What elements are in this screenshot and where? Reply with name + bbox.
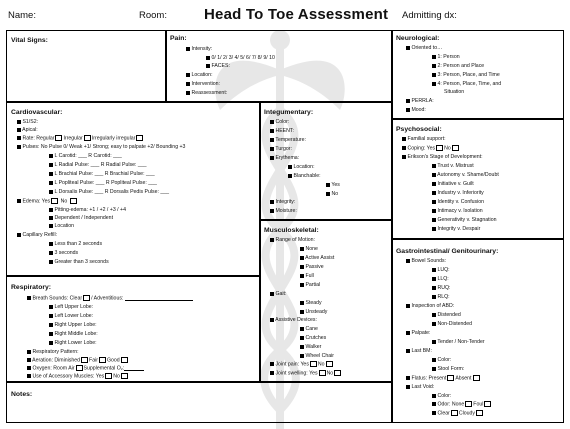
bullet-icon (300, 336, 304, 340)
cap-lt2: Less than 2 seconds (54, 241, 103, 247)
bullet-icon (49, 172, 53, 176)
erikson-stage: Generativity v. Stagnation (437, 217, 497, 223)
edema-location: Location (54, 223, 75, 229)
bullet-icon (49, 224, 53, 228)
bullet-icon (432, 209, 436, 213)
oxy-line[interactable] (124, 370, 144, 371)
rate-regular-checkbox[interactable] (55, 135, 62, 141)
bullet-icon (432, 182, 436, 186)
erikson-stage: Integrity v. Despair (437, 226, 481, 232)
oxy-ra-checkbox[interactable] (76, 365, 83, 371)
bullet-icon (186, 73, 190, 77)
bullet-icon (402, 155, 406, 159)
lobe: Left Lower Lobe: (54, 313, 94, 319)
bullet-icon (27, 350, 31, 354)
urine-clear: Clear (437, 410, 450, 417)
distended: Distended (437, 312, 461, 318)
bullet-icon (49, 251, 53, 255)
joint-pain-yes-checkbox[interactable] (310, 361, 317, 367)
acc-no-checkbox[interactable] (121, 373, 128, 379)
integ-moisture: Moisture: (275, 208, 297, 214)
bullet-icon (432, 286, 436, 290)
joint-swelling-no-checkbox[interactable] (334, 370, 341, 376)
joint-pain-no: No (317, 361, 325, 368)
musc-assist: Assistive Devices: (275, 317, 317, 323)
bullet-icon (270, 129, 274, 133)
erikson-stage: Autonomy v. Shame/Doubt (437, 172, 499, 178)
joint-pain-no-checkbox[interactable] (326, 361, 333, 367)
rom-item: Passive (305, 264, 324, 270)
bullet-icon (432, 295, 436, 299)
bullet-icon (432, 313, 436, 317)
acc-yes-checkbox[interactable] (105, 373, 112, 379)
pain-faces: FACES: (211, 63, 230, 69)
aeration: Aeration: Diminished (32, 357, 81, 364)
assist-item: Crutches (305, 335, 327, 341)
neuro-o4-cont: Situation (444, 89, 465, 95)
pain-reassessment: Reassessment: (191, 90, 228, 96)
bullet-icon (432, 73, 436, 77)
integ-heent: HEENT: (275, 128, 294, 134)
bullet-icon (432, 64, 436, 68)
header (0, 0, 570, 28)
quadrant: RLQ: (437, 294, 450, 300)
bullet-icon (49, 341, 53, 345)
last-bm: Last BM: (411, 348, 432, 354)
integ-color: Color: (275, 119, 290, 125)
bullet-icon (406, 108, 410, 112)
bullet-icon (406, 259, 410, 263)
edema-yes-checkbox[interactable] (51, 198, 58, 204)
bullet-icon (402, 146, 406, 150)
bullet-icon (406, 376, 410, 380)
breath-clear-checkbox[interactable] (83, 295, 90, 301)
erikson-stage: Initiative v. Guilt (437, 181, 474, 187)
dependent: Dependent / Independent (54, 215, 114, 221)
neuro-perrla: PERRLA: (411, 98, 434, 104)
lobe: Left Upper Lobe: (54, 304, 94, 310)
bullet-icon (402, 137, 406, 141)
bullet-icon (49, 208, 53, 212)
bullet-icon (17, 120, 21, 124)
bullet-icon (27, 366, 31, 370)
neuro-section (391, 30, 564, 120)
acc-no: No (113, 373, 120, 380)
joint-swelling-yes-checkbox[interactable] (319, 370, 326, 376)
pulse-radial: L Radial Pulse: ___ R Radial Pulse: ___ (54, 162, 147, 168)
bullet-icon (300, 283, 304, 287)
bullet-icon (326, 183, 330, 187)
urine-cloudy-checkbox[interactable] (476, 410, 483, 416)
musc-gait: Gait: (275, 291, 287, 297)
tender: Tender / Non-Tender (437, 339, 485, 345)
bullet-icon (300, 310, 304, 314)
non-distended: Non-Distended (437, 321, 473, 327)
erikson-stage: Identity v. Confusion (437, 199, 485, 205)
integ-yes: Yes (331, 182, 340, 188)
oxy-supp: Supplemental O₂: (83, 365, 125, 372)
erikson: Erikson's Stage of Development: (407, 154, 483, 160)
bullet-icon (17, 199, 21, 203)
cardio-section: Cardiovascular: S1/S2: Apical: Rate: Regular Irregular Irregularly irregular Pulses: No Pulse 0/ Weak +1/ Strong; easy to palpate +2/ Bounding +3 L Carotid: ___ R Carotid: ___ L Radial Pulse: ___ R Radial Pulse: ___ L Brachial Pulse: ___ R Brachial Pulse: ___ L Popliteal Pulse: ___ R Popliteal Pulse: ___ L Dorsalis Pulse: ___ R Dorsalis Pedis Pulse: ___ Edema: Yes No Pitting-edema: +1 / +2 / +3 / +4 Dependent / Independent Location Capillary Refill: Less than 2 seconds 3 seconds Greater than 3 seconds (6, 101, 261, 277)
page-title: Head To Toe Assessment (204, 6, 389, 23)
bullet-icon (406, 304, 410, 308)
odor-foul-checkbox[interactable] (484, 401, 491, 407)
flatus-absent: Absent (455, 375, 472, 382)
bullet-icon (49, 323, 53, 327)
psych-title: Psychosocial: (396, 126, 442, 133)
rom-item: Full (305, 273, 314, 279)
abd-inspection: Inspection of ABD: (411, 303, 455, 309)
cardio-pulses: Pulses: No Pulse 0/ Weak +1/ Strong; easy to palpate +2/ Bounding +3 (22, 144, 186, 150)
pain-section (165, 30, 393, 103)
rate-irr-irr-checkbox[interactable] (136, 135, 143, 141)
bullet-icon (432, 191, 436, 195)
pain-title: Pain: (170, 35, 187, 42)
coping-yes-checkbox[interactable] (436, 145, 443, 151)
gi-section (391, 238, 564, 423)
bullet-icon (206, 56, 210, 60)
coping-no: No (444, 145, 451, 152)
stool-form: Stool Form: (437, 366, 465, 372)
odor-foul: Foul (473, 401, 484, 408)
assist-item: Cane (305, 326, 318, 332)
bullet-icon (432, 394, 436, 398)
breath-adv: / Adventitious: (91, 295, 124, 302)
bullet-icon (17, 233, 21, 237)
erikson-stage: Intimacy v. Isolation (437, 208, 483, 214)
bullet-icon (49, 260, 53, 264)
bullet-icon (186, 91, 190, 95)
joint-swelling-no: No (326, 370, 334, 377)
bullet-icon (49, 305, 53, 309)
resp-section (6, 275, 261, 383)
integ-blanchable: Blanchable: (293, 173, 321, 179)
bullet-icon (17, 128, 21, 132)
odor-none: Odor: None (437, 401, 465, 408)
name-label: Name: (8, 10, 36, 21)
flatus-absent-checkbox[interactable] (473, 375, 480, 381)
neuro-o3: 3: Person, Place, and Time (437, 72, 500, 78)
bullet-icon (432, 340, 436, 344)
erikson-stage: Industry v. Inferiority (437, 190, 484, 196)
gait-item: Unsteady (305, 309, 328, 315)
aer-fair: Fair (89, 357, 98, 364)
bullet-icon (49, 242, 53, 246)
vital-signs-title: Vital Signs: (11, 37, 48, 44)
musc-section (259, 219, 393, 383)
bullet-icon (270, 156, 274, 160)
room-label: Room: (139, 10, 167, 21)
psych-familial: Familial support: (407, 136, 446, 142)
lobe: Right Middle Lobe: (54, 331, 98, 337)
bullet-icon (432, 402, 436, 406)
assist-item: Wheel Chair (305, 353, 334, 359)
bullet-icon (300, 247, 304, 251)
adv-line[interactable] (125, 300, 193, 301)
rate-irregular: Irregular (63, 135, 83, 142)
cap-3: 3 seconds (54, 250, 79, 256)
cap-gt3: Greater than 3 seconds (54, 259, 109, 265)
bullet-icon (300, 354, 304, 358)
cap-refill: Capillary Refill: (22, 232, 58, 238)
integ-integrity: Integrity: (275, 199, 296, 205)
bullet-icon (300, 274, 304, 278)
integ-erythema: Erythema: (275, 155, 300, 161)
bullet-icon (49, 154, 53, 158)
aer-dim-checkbox[interactable] (81, 357, 88, 363)
urine-cloudy: Cloudy (458, 410, 476, 417)
bm-color: Color: (437, 357, 452, 363)
pulse-brachial: L Brachial Pulse: ___ R Brachial Pulse: ___ (54, 171, 155, 177)
integ-no: No (331, 191, 339, 197)
aer-good: Good (106, 357, 120, 364)
bullet-icon (432, 82, 436, 86)
integ-location: Location: (293, 164, 315, 170)
bullet-icon (49, 332, 53, 336)
pain-location: Location: (191, 72, 213, 78)
neuro-o4: 4: Person, Place, Time, and (437, 81, 502, 87)
bullet-icon (17, 145, 21, 149)
erikson-stage: Trust v. Mistrust (437, 163, 474, 169)
quadrant: RUQ: (437, 285, 451, 291)
urine-clear-checkbox[interactable] (451, 410, 458, 416)
bullet-icon (300, 345, 304, 349)
bullet-icon (17, 136, 21, 140)
joint-pain: Joint pain: Yes (275, 361, 309, 368)
bullet-icon (432, 367, 436, 371)
bullet-icon (288, 165, 292, 169)
pain-scale: 0/ 1/ 2/ 3/ 4/ 5/ 6/ 7/ 8/ 9/ 10 (211, 55, 275, 61)
bullet-icon (432, 173, 436, 177)
bullet-icon (432, 55, 436, 59)
cardio-apical: Apical: (22, 127, 38, 133)
oxygen: Oxygen: Room Air (32, 365, 75, 372)
cardio-title: Cardiovascular: (11, 109, 63, 116)
bullet-icon (49, 163, 53, 167)
bullet-icon (406, 349, 410, 353)
bullet-icon (406, 99, 410, 103)
bullet-icon (49, 190, 53, 194)
bullet-icon (270, 120, 274, 124)
bullet-icon (27, 358, 31, 362)
bowel-sounds: Bowel Sounds: (411, 258, 447, 264)
bullet-icon (49, 314, 53, 318)
bullet-icon (27, 296, 31, 300)
pulse-carotid: L Carotid: ___ R Carotid: ___ (54, 153, 122, 159)
flatus-present-checkbox[interactable] (447, 375, 454, 381)
bullet-icon (326, 192, 330, 196)
coping-yes: Coping: Yes (407, 145, 436, 152)
pain-intensity: Intensity: (191, 46, 213, 52)
breath-clear: Breath Sounds: Clear (32, 295, 83, 302)
bullet-icon (432, 164, 436, 168)
bullet-icon (432, 411, 436, 415)
accessory: Use of Accessory Muscles: Yes (32, 373, 105, 380)
bullet-icon (270, 371, 274, 375)
quadrant: LUQ: (437, 267, 450, 273)
odor-none-checkbox[interactable] (465, 401, 472, 407)
bullet-icon (432, 227, 436, 231)
void-color: Color: (437, 393, 452, 399)
neuro-o1: 1: Person (437, 54, 460, 60)
bullet-icon (270, 318, 274, 322)
pain-intervention: Intervention: (191, 81, 221, 87)
bullet-icon (270, 362, 274, 366)
bullet-icon (288, 174, 292, 178)
vital-signs-section (6, 30, 167, 103)
coping-no-checkbox[interactable] (452, 145, 459, 151)
resp-pattern: Respiratory Pattern: (32, 349, 79, 355)
bullet-icon (432, 218, 436, 222)
palpate: Palpate: (411, 330, 431, 336)
musc-title: Musculoskeletal: (264, 227, 319, 234)
pulse-dorsalis: L Dorsalis Pulse: ___ R Dorsalis Pedis Pulse: ___ (54, 189, 170, 195)
integ-turgor: Turgor: (275, 146, 292, 152)
bullet-icon (300, 256, 304, 260)
bullet-icon (49, 216, 53, 220)
gait-item: Steady (305, 300, 322, 306)
bullet-icon (432, 200, 436, 204)
neuro-title: Neurological: (396, 35, 440, 42)
bullet-icon (270, 209, 274, 213)
notes-section[interactable] (6, 381, 393, 423)
bullet-icon (27, 374, 31, 378)
bullet-icon (49, 181, 53, 185)
bullet-icon (406, 46, 410, 50)
edema-yes: Edema: Yes (22, 198, 51, 205)
rom-item: None (305, 246, 318, 252)
lobe: Right Upper Lobe: (54, 322, 97, 328)
bullet-icon (300, 301, 304, 305)
bullet-icon (270, 138, 274, 142)
psych-section (391, 118, 564, 240)
bullet-icon (406, 385, 410, 389)
bullet-icon (300, 327, 304, 331)
rom-item: Active Assist (305, 255, 335, 261)
bullet-icon (300, 265, 304, 269)
rate-regular: Rate: Regular (22, 135, 55, 142)
neuro-mood: Mood: (411, 107, 426, 113)
bullet-icon (270, 147, 274, 151)
bullet-icon (186, 82, 190, 86)
musc-rom: Range of Motion: (275, 237, 315, 243)
bullet-icon (432, 358, 436, 362)
joint-swelling: Joint swelling: Yes (275, 370, 318, 377)
bullet-icon (432, 322, 436, 326)
integ-temp: Temperature: (275, 137, 306, 143)
neuro-o2: 2: Person and Place (437, 63, 485, 69)
last-void: Last Void: (411, 384, 435, 390)
gi-title: Gastrointestinal/ Genitourinary: (396, 248, 499, 255)
bullet-icon (186, 47, 190, 51)
neuro-oriented: Oriented to… (411, 45, 443, 51)
pulse-popliteal: L Popliteal Pulse: ___ R Popliteal Pulse: ___ (54, 180, 157, 186)
bullet-icon (206, 64, 210, 68)
bullet-icon (270, 200, 274, 204)
bullet-icon (432, 277, 436, 281)
pitting-edema: Pitting-edema: +1 / +2 / +3 / +4 (54, 207, 126, 213)
integ-title: Integumentary: (264, 109, 314, 116)
resp-title: Respiratory: (11, 284, 52, 291)
admitting-label: Admitting dx: (402, 10, 457, 21)
lobe: Right Lower Lobe: (54, 340, 97, 346)
flatus: Flatus: Present (411, 375, 447, 382)
bullet-icon (406, 331, 410, 335)
rate-irr-irr: Irregularly irregular (91, 135, 136, 142)
notes-title: Notes: (11, 391, 33, 398)
quadrant: LLQ: (437, 276, 449, 282)
edema-no-checkbox[interactable] (70, 198, 77, 204)
rate-irregular-checkbox[interactable] (84, 135, 91, 141)
integ-section (259, 101, 393, 221)
bullet-icon (270, 292, 274, 296)
bullet-icon (432, 268, 436, 272)
rom-item: Partial (305, 282, 321, 288)
aer-fair-checkbox[interactable] (99, 357, 106, 363)
aer-good-checkbox[interactable] (121, 357, 128, 363)
bullet-icon (270, 238, 274, 242)
cardio-s1s2: S1/S2: (22, 119, 39, 125)
assist-item: Walker (305, 344, 322, 350)
